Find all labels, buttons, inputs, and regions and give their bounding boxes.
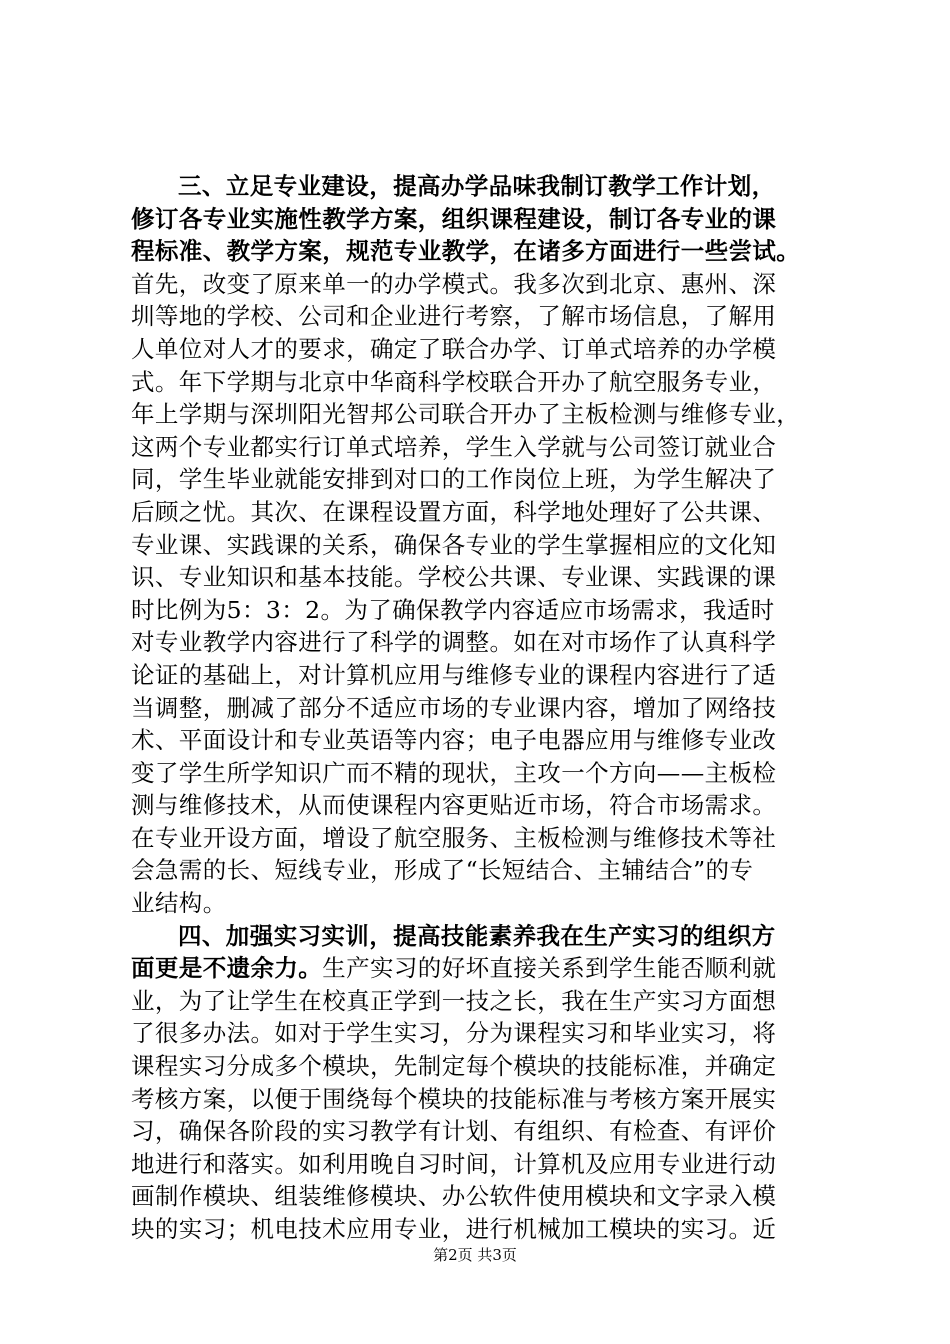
bold-text: 三、立足专业建设，提高办学品味我制订教学工作计划， [178, 172, 776, 200]
line-text: 习，确保各阶段的实习教学有计划、有组织、有检查、有评价 [131, 1117, 777, 1146]
line-text: 识、专业知识和基本技能。学校公共课、专业课、实践课的课 [131, 563, 777, 592]
line-text: 业结构。 [131, 889, 227, 918]
line-text: 式。年下学期与北京中华商科学校联合开办了航空服务专业， [131, 367, 777, 396]
line-text: 专业课、实践课的关系，确保各专业的学生掌握相应的文化知 [131, 530, 777, 559]
text-line [131, 1083, 836, 1116]
body-text [131, 170, 836, 1246]
text-line [131, 1115, 836, 1148]
text-line [131, 626, 836, 659]
text-line [131, 431, 836, 464]
text-line [131, 463, 836, 496]
text-line [131, 1017, 836, 1050]
bold-text: 面更是不遗余力。 [131, 954, 323, 983]
line-text: 后顾之忧。其次、在课程设置方面，科学地处理好了公共课、 [131, 497, 777, 526]
text-line [131, 952, 836, 985]
text-line [131, 692, 836, 725]
text-line [131, 887, 836, 920]
text-line [131, 757, 836, 790]
bold-text: 修订各专业实施性教学方案，组织课程建设，制订各专业的课 [131, 204, 777, 233]
line-text: 地进行和落实。如利用晚自习时间，计算机及应用专业进行动 [131, 1149, 777, 1178]
text-line [131, 724, 836, 757]
line-text: 圳等地的学校、公司和企业进行考察，了解市场信息，了解用 [131, 302, 777, 331]
text-line [131, 366, 836, 399]
line-text: 这两个专业都实行订单式培养，学生入学就与公司签订就业合 [131, 432, 777, 461]
line-text: 考核方案，以便于围绕每个模块的技能标准与考核方案开展实 [131, 1084, 777, 1113]
page-footer: 第2页 共3页 [433, 1246, 517, 1264]
bold-text: 四、加强实习实训，提高技能素养我在生产实习的组织方 [178, 921, 776, 950]
line-text: 了很多办法。如对于学生实习，分为课程实习和毕业实习，将 [131, 1019, 777, 1048]
line-text: 人单位对人才的要求，确定了联合办学、订单式培养的办学模 [131, 334, 777, 363]
line-text: 会急需的长、短线专业，形成了“长短结合、主辅结合”的专 [131, 856, 754, 885]
line-text: 业，为了让学生在校真正学到一技之长，我在生产实习方面想 [131, 986, 777, 1015]
line-text: 同，学生毕业就能安排到对口的工作岗位上班，为学生解决了 [131, 465, 777, 494]
text-line [131, 398, 836, 431]
line-text: 块的实习；机电技术应用专业，进行机械加工模块的实习。近 [131, 1215, 777, 1243]
line-text: 对专业教学内容进行了科学的调整。如在对市场作了认真科学 [131, 628, 777, 657]
line-text: 画制作模块、组装维修模块、办公软件使用模块和文字录入模 [131, 1182, 777, 1211]
line-text: 在专业开设方面，增设了航空服务、主板检测与维修技术等社 [131, 823, 777, 852]
line-text: 首先，改变了原来单一的办学模式。我多次到北京、惠州、深 [131, 269, 777, 298]
line-text: 术、平面设计和专业英语等内容；电子电器应用与维修专业改 [131, 726, 777, 755]
text-line [131, 659, 836, 692]
text-line [131, 822, 836, 855]
text-line [131, 235, 836, 268]
text-line [131, 1050, 836, 1083]
text-line [131, 300, 836, 333]
text-line [131, 203, 836, 236]
text-line [131, 1213, 836, 1246]
line-text: 论证的基础上，对计算机应用与维修专业的课程内容进行了适 [131, 660, 777, 689]
text-line [131, 561, 836, 594]
text-line [131, 920, 836, 953]
text-line [131, 529, 836, 562]
line-text: 变了学生所学知识广而不精的现状，主攻一个方向——主板检 [131, 758, 777, 787]
text-line [131, 333, 836, 366]
text-line [131, 985, 836, 1018]
line-text: 测与维修技术，从而使课程内容更贴近市场，符合市场需求。 [131, 791, 777, 820]
line-text: 生产实习的好坏直接关系到学生能否顺利就 [322, 954, 777, 983]
bold-text: 程标准、教学方案，规范专业教学，在诸多方面进行一些尝试。 [131, 237, 801, 266]
line-text: 课程实习分成多个模块，先制定每个模块的技能标准，并确定 [131, 1052, 777, 1081]
text-line [131, 1180, 836, 1213]
line-text: 时比例为5：3：2。为了确保教学内容适应市场需求，我适时 [131, 595, 775, 624]
text-line [131, 170, 836, 203]
text-line [131, 594, 836, 627]
text-line [131, 268, 836, 301]
text-line [131, 789, 836, 822]
text-line [131, 854, 836, 887]
text-line [131, 1148, 836, 1181]
text-line [131, 496, 836, 529]
line-text: 年上学期与深圳阳光智邦公司联合开办了主板检测与维修专业， [131, 400, 801, 429]
line-text: 当调整，删减了部分不适应市场的专业课内容，增加了网络技 [131, 693, 777, 722]
